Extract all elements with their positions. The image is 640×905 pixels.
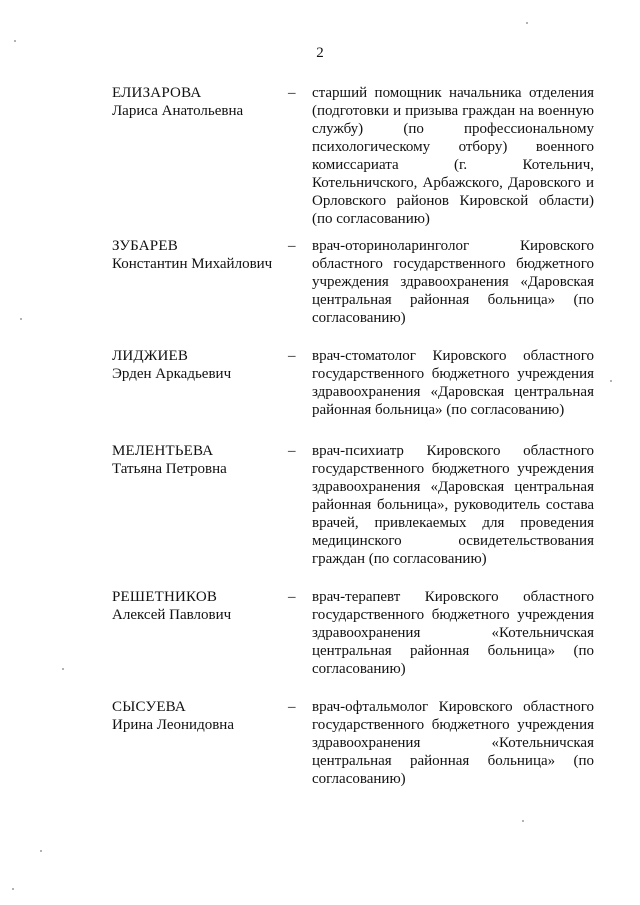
member-entry <box>0 442 640 588</box>
member-entry <box>0 588 640 698</box>
separator-dash: – <box>288 589 296 605</box>
member-given-names: Эрден Аркадьевич <box>112 366 232 382</box>
member-given-names: Константин Михайлович <box>112 256 273 272</box>
member-surname: ЛИДЖИЕВ <box>112 348 189 364</box>
separator-dash: – <box>288 699 296 715</box>
scan-speck <box>12 888 14 890</box>
member-role: старший помощник начальника отделения (подготовки и призыва граждан на военную службу) (по профессиональному психологическому отбору) военного комиссариата (г. Котельнич, Котельничского, Арбажского, Даровского и Орловского районов Кировской области) (по согласованию) <box>312 85 594 227</box>
scan-speck <box>40 850 42 852</box>
scan-speck <box>526 22 528 24</box>
member-name <box>112 84 282 120</box>
member-name <box>112 237 282 273</box>
member-surname: ЗУБАРЕВ <box>112 238 178 254</box>
member-role: врач-терапевт Кировского областного государственного бюджетного учреждения здравоохранения «Котельничская центральная районная больница» (по согласованию) <box>312 589 594 677</box>
member-entry <box>0 237 640 347</box>
member-role: врач-офтальмолог Кировского областного государственного бюджетного учреждения здравоохранения «Котельничская центральная районная больница» (по согласованию) <box>312 699 594 787</box>
member-given-names: Алексей Павлович <box>112 607 232 623</box>
member-surname: РЕШЕТНИКОВ <box>112 589 218 605</box>
scan-speck <box>610 380 612 382</box>
member-name <box>112 442 282 478</box>
separator-dash: – <box>288 348 296 364</box>
member-name <box>112 588 282 624</box>
member-role: врач-оториноларинголог Кировского областного государственного бюджетного учреждения здравоохранения «Даровская центральная районная больница» (по согласованию) <box>312 238 594 326</box>
member-surname: ЕЛИЗАРОВА <box>112 85 202 101</box>
member-role: врач-стоматолог Кировского областного государственного бюджетного учреждения здравоохранения «Даровская центральная районная больница» (по согласованию) <box>312 348 594 418</box>
separator-dash: – <box>288 238 296 254</box>
scan-speck <box>14 40 16 42</box>
member-given-names: Татьяна Петровна <box>112 461 227 477</box>
scan-speck <box>20 318 22 320</box>
member-given-names: Ирина Леонидовна <box>112 717 234 733</box>
scan-speck <box>522 820 524 822</box>
member-surname: СЫСУЕВА <box>112 699 186 715</box>
scan-speck <box>62 668 64 670</box>
member-entry <box>0 347 640 442</box>
member-given-names: Лариса Анатольевна <box>112 103 244 119</box>
separator-dash: – <box>288 443 296 459</box>
commission-member-list <box>0 84 640 798</box>
page-number: 2 <box>316 45 324 61</box>
member-surname: МЕЛЕНТЬЕВА <box>112 443 214 459</box>
separator-dash: – <box>288 85 296 101</box>
member-entry <box>0 698 640 798</box>
member-name <box>112 347 282 383</box>
member-entry <box>0 84 640 237</box>
member-name <box>112 698 282 734</box>
member-role: врач-психиатр Кировского областного государственного бюджетного учреждения здравоохранения «Даровская центральная районная больница», руководитель состава врачей, привлекаемых для проведения медицинского освидетельствования граждан (по согласованию) <box>312 443 594 567</box>
